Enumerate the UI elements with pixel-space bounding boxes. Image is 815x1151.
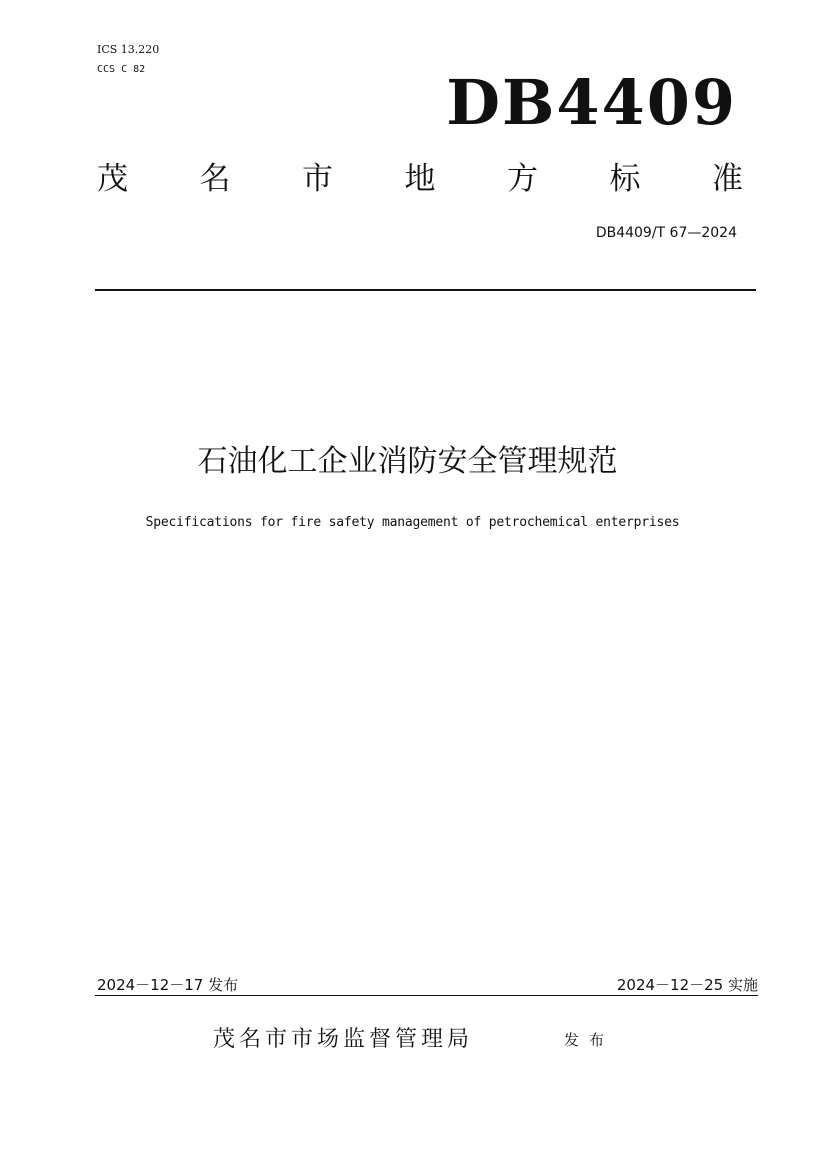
- standard-type-char: 茂: [97, 161, 128, 197]
- ccs-code: CCS C 82: [97, 64, 146, 75]
- ics-code: ICS 13.220: [97, 43, 160, 56]
- document-title-en: Specifications for fire safety management of petrochemical enterprises: [145, 515, 680, 530]
- standard-type-char: 方: [507, 161, 538, 197]
- standard-type-label: [97, 158, 743, 200]
- standard-number: DB4409/T 67—2024: [595, 225, 737, 241]
- header-divider: [95, 289, 756, 291]
- issuer-name: 茂名市市场监督管理局: [213, 1027, 474, 1052]
- document-title-zh: 石油化工企业消防安全管理规范: [197, 444, 618, 479]
- standard-type-char: 市: [302, 161, 333, 197]
- standard-type-char: 地: [404, 161, 436, 197]
- db-code: DB4409: [446, 66, 737, 139]
- standard-type-char: 标: [609, 161, 641, 197]
- standard-type-char: 准: [712, 161, 743, 197]
- implement-date: 2024－12－25 实施: [616, 976, 758, 994]
- footer-divider: [95, 995, 758, 996]
- standard-type-char: 名: [199, 161, 231, 197]
- issue-date: 2024－12－17 发布: [97, 976, 239, 994]
- issuer-action: 发布: [564, 1031, 615, 1049]
